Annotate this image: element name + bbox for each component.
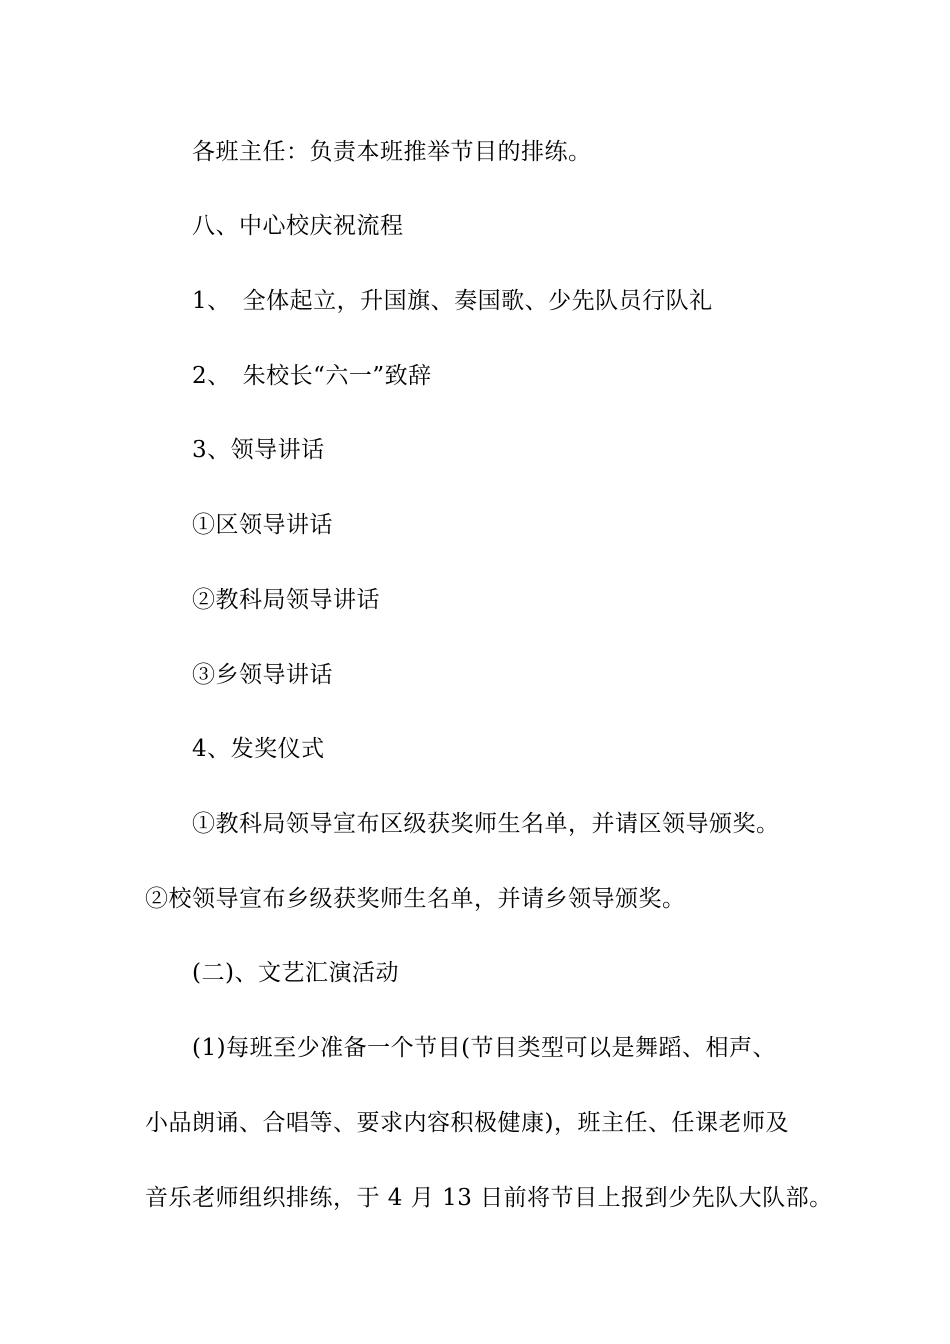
sub-item-district: ①区领导讲话	[192, 512, 333, 538]
paragraph-performance-line-2: 小品朗诵、合唱等、要求内容积极健康)，班主任、任课老师及	[145, 1110, 789, 1136]
award-item-district: ①教科局领导宣布区级获奖师生名单，并请区领导颁奖。	[192, 811, 780, 837]
list-item-2: 2、 朱校长“六一”致辞	[192, 363, 432, 389]
list-item-3: 3、领导讲话	[192, 437, 325, 463]
paragraph-performance-line-1: (1)每班至少准备一个节目(节目类型可以是舞蹈、相声、	[192, 1035, 777, 1061]
paragraph-performance-line-3: 音乐老师组织排练，于 4 月 13 日前将节目上报到少先队大队部。	[145, 1185, 833, 1211]
paragraph-class-teachers: 各班主任：负责本班推举节目的排练。	[192, 139, 592, 165]
award-item-township: ②校领导宣布乡级获奖师生名单，并请乡领导颁奖。	[145, 886, 686, 912]
list-item-4: 4、发奖仪式	[192, 736, 325, 762]
section-heading-eight: 八、中心校庆祝流程	[192, 213, 404, 239]
section-heading-two: (二)、文艺汇演活动	[192, 960, 399, 986]
sub-item-township: ③乡领导讲话	[192, 662, 333, 688]
list-item-1: 1、 全体起立，升国旗、奏国歌、少先队员行队礼	[192, 288, 713, 314]
sub-item-education-bureau: ②教科局领导讲话	[192, 587, 380, 613]
